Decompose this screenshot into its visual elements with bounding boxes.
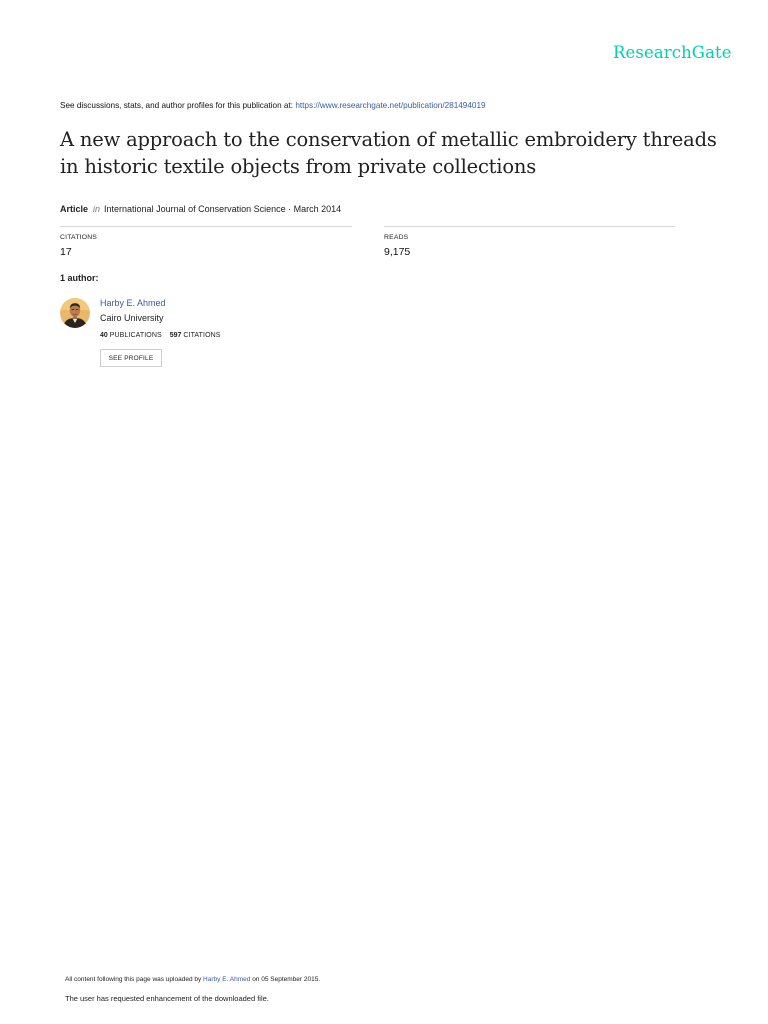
citations-label: CITATIONS — [60, 234, 98, 241]
reads-label: READS — [384, 234, 409, 241]
author-photo-icon — [60, 298, 90, 328]
publication-title: A new approach to the conservation of metallic embroidery threads in historic textile objects from private collections — [60, 128, 717, 178]
publication-type: Article — [60, 204, 89, 214]
uploader-link[interactable]: Harby E. Ahmed — [203, 976, 251, 983]
authors-heading: 1 author: — [60, 273, 99, 283]
author-citations-label: CITATIONS — [183, 332, 221, 339]
publication-meta — [60, 204, 341, 214]
reads-divider — [384, 226, 675, 227]
author-avatar[interactable] — [60, 298, 90, 328]
reads-value: 9,175 — [384, 246, 411, 258]
author-publications-count: 40 — [100, 332, 108, 339]
citations-divider — [60, 226, 352, 227]
see-profile-button[interactable]: SEE PROFILE — [100, 349, 162, 367]
discussion-prefix: See discussions, stats, and author profiles for this publication at: — [60, 101, 294, 110]
citations-value: 17 — [60, 246, 72, 258]
upload-note — [65, 976, 320, 983]
enhancement-note: The user has requested enhancement of the downloaded file. — [65, 994, 269, 1003]
author-citations-count: 597 — [169, 332, 182, 339]
discussion-line — [60, 101, 486, 110]
author-stats — [100, 332, 221, 339]
author-name-link[interactable]: Harby E. Ahmed — [100, 298, 166, 308]
upload-note-suffix: on 05 September 2015. — [252, 976, 321, 983]
upload-note-prefix: All content following this page was uploaded by — [65, 976, 202, 983]
publication-url-link[interactable]: https://www.researchgate.net/publication/281494019 — [295, 101, 486, 110]
author-publications-label: PUBLICATIONS — [109, 332, 162, 339]
author-institution: Cairo University — [100, 313, 164, 323]
in-label: in — [93, 204, 101, 214]
researchgate-logo[interactable]: ResearchGate — [613, 43, 732, 62]
journal-and-date[interactable]: International Journal of Conservation Science · March 2014 — [104, 204, 342, 214]
